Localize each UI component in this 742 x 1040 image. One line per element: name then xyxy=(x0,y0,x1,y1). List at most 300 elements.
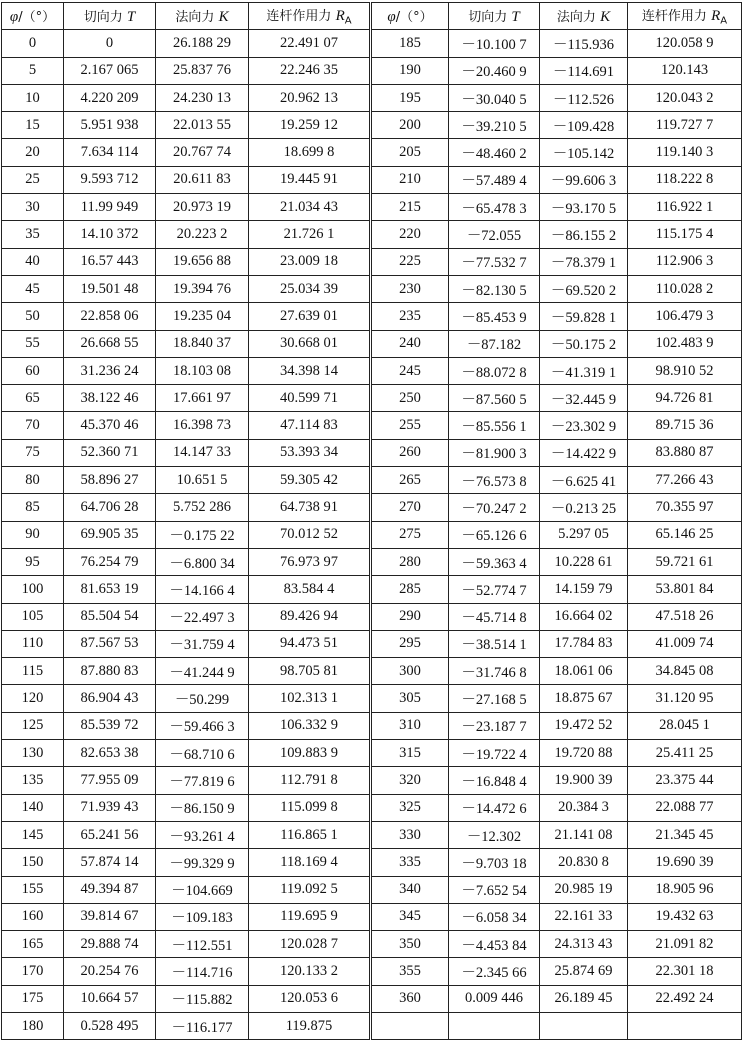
angle-cell-2: 235 xyxy=(371,303,449,330)
rod-force-cell-2: 21.345 45 xyxy=(628,821,742,848)
angle-cell-2: 300 xyxy=(371,658,449,685)
normal-cell: －31.759 4 xyxy=(156,630,249,657)
rod-force-cell-2: 94.726 81 xyxy=(628,385,742,412)
tangential-cell-2: －19.722 4 xyxy=(449,740,540,767)
table-row xyxy=(2,931,742,958)
tangential-cell-2: －87.560 5 xyxy=(449,385,540,412)
rod-force-cell: 19.259 12 xyxy=(249,112,371,139)
rod-force-cell: 102.313 1 xyxy=(249,685,371,712)
tangential-cell: 4.220 209 xyxy=(64,84,156,111)
angle-cell: 5 xyxy=(2,57,64,84)
tangential-cell-2: －57.489 4 xyxy=(449,166,540,193)
rod-force-cell: 53.393 34 xyxy=(249,439,371,466)
normal-cell: －112.551 xyxy=(156,931,249,958)
angle-cell: 40 xyxy=(2,248,64,275)
rod-force-cell-2: 110.028 2 xyxy=(628,275,742,302)
angle-cell: 125 xyxy=(2,712,64,739)
rod-force-cell: 94.473 51 xyxy=(249,630,371,657)
rod-force-cell-2: 31.120 95 xyxy=(628,685,742,712)
rod-force-cell-2: 98.910 52 xyxy=(628,357,742,384)
tangential-cell-2: －4.453 84 xyxy=(449,931,540,958)
rod-force-cell: 34.398 14 xyxy=(249,357,371,384)
angle-cell-2: 195 xyxy=(371,84,449,111)
rod-force-cell-2: 19.690 39 xyxy=(628,849,742,876)
angle-cell-2: 205 xyxy=(371,139,449,166)
rod-force-cell-2: 89.715 36 xyxy=(628,412,742,439)
tangential-cell: 29.888 74 xyxy=(64,931,156,958)
tangential-cell: 10.664 57 xyxy=(64,985,156,1012)
angle-cell: 20 xyxy=(2,139,64,166)
tangential-cell: 16.57 443 xyxy=(64,248,156,275)
normal-cell-2: －0.213 25 xyxy=(540,494,628,521)
normal-cell-2: －78.379 1 xyxy=(540,248,628,275)
table-row xyxy=(2,767,742,794)
table-header-row xyxy=(2,3,742,30)
tangential-cell: 85.504 54 xyxy=(64,603,156,630)
rod-force-cell: 70.012 52 xyxy=(249,521,371,548)
rod-force-cell: 20.962 13 xyxy=(249,84,371,111)
rod-force-cell: 23.009 18 xyxy=(249,248,371,275)
table-row xyxy=(2,849,742,876)
normal-cell: －104.669 xyxy=(156,876,249,903)
table-row xyxy=(2,521,742,548)
angle-cell-2: 265 xyxy=(371,467,449,494)
angle-cell: 110 xyxy=(2,630,64,657)
rod-force-cell: 22.246 35 xyxy=(249,57,371,84)
tangential-cell-2: －31.746 8 xyxy=(449,658,540,685)
tangential-cell: 65.241 56 xyxy=(64,821,156,848)
angle-cell: 65 xyxy=(2,385,64,412)
tangential-cell-2: －14.472 6 xyxy=(449,794,540,821)
rod-force-cell-2: 23.375 44 xyxy=(628,767,742,794)
tangential-cell-2: －81.900 3 xyxy=(449,439,540,466)
tangential-cell: 64.706 28 xyxy=(64,494,156,521)
angle-cell-2: 210 xyxy=(371,166,449,193)
rod-force-cell-2: 106.479 3 xyxy=(628,303,742,330)
normal-cell: 19.394 76 xyxy=(156,275,249,302)
angle-cell: 90 xyxy=(2,521,64,548)
angle-cell: 100 xyxy=(2,576,64,603)
normal-cell-2: －86.155 2 xyxy=(540,221,628,248)
rod-force-cell-2: 25.411 25 xyxy=(628,740,742,767)
rod-force-cell: 119.695 9 xyxy=(249,903,371,930)
rod-force-cell: 120.053 6 xyxy=(249,985,371,1012)
table-row xyxy=(2,357,742,384)
tangential-cell: 87.567 53 xyxy=(64,630,156,657)
table-row xyxy=(2,740,742,767)
tangential-cell: 82.653 38 xyxy=(64,740,156,767)
tangential-cell-2: －85.453 9 xyxy=(449,303,540,330)
angle-cell-2: 280 xyxy=(371,548,449,575)
table-row xyxy=(2,221,742,248)
col-header-rod-force: 连杆作用力 $R_A$ xyxy=(249,3,371,30)
tangential-cell: 52.360 71 xyxy=(64,439,156,466)
angle-cell: 55 xyxy=(2,330,64,357)
tangential-cell-2: －48.460 2 xyxy=(449,139,540,166)
normal-cell-2: 24.313 43 xyxy=(540,931,628,958)
table-row xyxy=(2,603,742,630)
angle-cell: 35 xyxy=(2,221,64,248)
normal-cell-2: －23.302 9 xyxy=(540,412,628,439)
rod-force-cell: 118.169 4 xyxy=(249,849,371,876)
rod-force-cell-2: 47.518 26 xyxy=(628,603,742,630)
angle-cell-2: 315 xyxy=(371,740,449,767)
tangential-cell: 2.167 065 xyxy=(64,57,156,84)
angle-cell-2: 330 xyxy=(371,821,449,848)
rod-force-cell-2: 21.091 82 xyxy=(628,931,742,958)
table-row xyxy=(2,30,742,57)
angle-cell-2: 295 xyxy=(371,630,449,657)
normal-cell-2: 20.384 3 xyxy=(540,794,628,821)
tangential-cell: 0 xyxy=(64,30,156,57)
table-row xyxy=(2,548,742,575)
tangential-cell: 87.880 83 xyxy=(64,658,156,685)
normal-cell: －0.175 22 xyxy=(156,521,249,548)
angle-cell-2: 240 xyxy=(371,330,449,357)
angle-cell: 70 xyxy=(2,412,64,439)
rod-force-cell: 115.099 8 xyxy=(249,794,371,821)
tangential-cell-2: －10.100 7 xyxy=(449,30,540,57)
angle-cell-2: 225 xyxy=(371,248,449,275)
rod-force-cell: 120.028 7 xyxy=(249,931,371,958)
tangential-cell: 22.858 06 xyxy=(64,303,156,330)
angle-cell: 60 xyxy=(2,357,64,384)
tangential-cell-2: －27.168 5 xyxy=(449,685,540,712)
rod-force-cell-2: 22.088 77 xyxy=(628,794,742,821)
col-header-phi: φ/（°） xyxy=(2,3,64,30)
rod-force-cell: 30.668 01 xyxy=(249,330,371,357)
table-row xyxy=(2,412,742,439)
tangential-cell: 20.254 76 xyxy=(64,958,156,985)
normal-cell: 20.611 83 xyxy=(156,166,249,193)
normal-cell-2 xyxy=(540,1012,628,1039)
normal-cell-2: －32.445 9 xyxy=(540,385,628,412)
normal-cell-2: 18.875 67 xyxy=(540,685,628,712)
normal-cell: －114.716 xyxy=(156,958,249,985)
normal-cell: －86.150 9 xyxy=(156,794,249,821)
table-row xyxy=(2,166,742,193)
normal-cell-2: 10.228 61 xyxy=(540,548,628,575)
angle-cell: 15 xyxy=(2,112,64,139)
table-body xyxy=(2,30,742,1040)
tangential-cell-2 xyxy=(449,1012,540,1039)
normal-cell-2: －6.625 41 xyxy=(540,467,628,494)
tangential-cell-2: －52.774 7 xyxy=(449,576,540,603)
rod-force-cell-2: 59.721 61 xyxy=(628,548,742,575)
rod-force-cell: 64.738 91 xyxy=(249,494,371,521)
rod-force-cell-2: 83.880 87 xyxy=(628,439,742,466)
col-header-rod-force-2: 连杆作用力 $R_A$ xyxy=(628,3,742,30)
normal-cell: 19.235 04 xyxy=(156,303,249,330)
rod-force-cell: 18.699 8 xyxy=(249,139,371,166)
normal-cell-2: 19.900 39 xyxy=(540,767,628,794)
tangential-cell-2: －7.652 54 xyxy=(449,876,540,903)
normal-cell: 22.013 55 xyxy=(156,112,249,139)
table-row xyxy=(2,248,742,275)
table-row xyxy=(2,658,742,685)
angle-cell-2: 310 xyxy=(371,712,449,739)
angle-cell: 165 xyxy=(2,931,64,958)
normal-cell: 18.840 37 xyxy=(156,330,249,357)
rod-force-cell: 47.114 83 xyxy=(249,412,371,439)
angle-cell: 95 xyxy=(2,548,64,575)
rod-force-cell-2: 119.140 3 xyxy=(628,139,742,166)
col-header-tangential: 切向力 T xyxy=(64,3,156,30)
tangential-cell-2: 0.009 446 xyxy=(449,985,540,1012)
normal-cell: 19.656 88 xyxy=(156,248,249,275)
tangential-cell: 19.501 48 xyxy=(64,275,156,302)
tangential-cell: 7.634 114 xyxy=(64,139,156,166)
rod-force-cell: 119.092 5 xyxy=(249,876,371,903)
rod-force-cell-2: 120.143 xyxy=(628,57,742,84)
normal-cell: 5.752 286 xyxy=(156,494,249,521)
tangential-cell-2: －38.514 1 xyxy=(449,630,540,657)
rod-force-cell: 21.726 1 xyxy=(249,221,371,248)
tangential-cell: 26.668 55 xyxy=(64,330,156,357)
normal-cell: 20.973 19 xyxy=(156,194,249,221)
normal-cell: 25.837 76 xyxy=(156,57,249,84)
table-row xyxy=(2,467,742,494)
rod-force-cell-2: 120.043 2 xyxy=(628,84,742,111)
tangential-cell: 45.370 46 xyxy=(64,412,156,439)
normal-cell: 10.651 5 xyxy=(156,467,249,494)
angle-cell: 135 xyxy=(2,767,64,794)
rod-force-cell: 116.865 1 xyxy=(249,821,371,848)
normal-cell-2: 19.720 88 xyxy=(540,740,628,767)
tangential-cell-2: －20.460 9 xyxy=(449,57,540,84)
angle-cell: 155 xyxy=(2,876,64,903)
rod-force-cell-2: 116.922 1 xyxy=(628,194,742,221)
rod-force-cell: 112.791 8 xyxy=(249,767,371,794)
normal-cell-2: －114.691 xyxy=(540,57,628,84)
tangential-cell-2: －85.556 1 xyxy=(449,412,540,439)
angle-cell-2: 220 xyxy=(371,221,449,248)
normal-cell-2: 26.189 45 xyxy=(540,985,628,1012)
angle-cell-2: 285 xyxy=(371,576,449,603)
force-table xyxy=(1,2,742,1040)
normal-cell: －6.800 34 xyxy=(156,548,249,575)
tangential-cell: 86.904 43 xyxy=(64,685,156,712)
rod-force-cell: 76.973 97 xyxy=(249,548,371,575)
tangential-cell: 81.653 19 xyxy=(64,576,156,603)
angle-cell: 130 xyxy=(2,740,64,767)
rod-force-cell-2: 112.906 3 xyxy=(628,248,742,275)
tangential-cell: 14.10 372 xyxy=(64,221,156,248)
table-row xyxy=(2,958,742,985)
normal-cell-2: 20.830 8 xyxy=(540,849,628,876)
col-header-normal-2: 法向力 K xyxy=(540,3,628,30)
tangential-cell: 9.593 712 xyxy=(64,166,156,193)
table-row xyxy=(2,712,742,739)
tangential-cell-2: －23.187 7 xyxy=(449,712,540,739)
angle-cell: 120 xyxy=(2,685,64,712)
tangential-cell-2: －87.182 xyxy=(449,330,540,357)
angle-cell-2: 335 xyxy=(371,849,449,876)
rod-force-cell-2: 34.845 08 xyxy=(628,658,742,685)
table-row xyxy=(2,903,742,930)
angle-cell: 85 xyxy=(2,494,64,521)
normal-cell-2: 22.161 33 xyxy=(540,903,628,930)
rod-force-cell-2: 41.009 74 xyxy=(628,630,742,657)
tangential-cell: 76.254 79 xyxy=(64,548,156,575)
rod-force-cell-2: 22.492 24 xyxy=(628,985,742,1012)
tangential-cell-2: －65.478 3 xyxy=(449,194,540,221)
table-row xyxy=(2,194,742,221)
angle-cell: 160 xyxy=(2,903,64,930)
normal-cell-2: 17.784 83 xyxy=(540,630,628,657)
normal-cell: 20.767 74 xyxy=(156,139,249,166)
angle-cell-2: 230 xyxy=(371,275,449,302)
rod-force-cell: 59.305 42 xyxy=(249,467,371,494)
tangential-cell-2: －76.573 8 xyxy=(449,467,540,494)
angle-cell: 105 xyxy=(2,603,64,630)
tangential-cell-2: －16.848 4 xyxy=(449,767,540,794)
tangential-cell-2: －72.055 xyxy=(449,221,540,248)
tangential-cell: 11.99 949 xyxy=(64,194,156,221)
normal-cell: －14.166 4 xyxy=(156,576,249,603)
tangential-cell-2: －9.703 18 xyxy=(449,849,540,876)
table-row xyxy=(2,794,742,821)
rod-force-cell: 98.705 81 xyxy=(249,658,371,685)
tangential-cell: 31.236 24 xyxy=(64,357,156,384)
table-row xyxy=(2,630,742,657)
col-header-normal: 法向力 K xyxy=(156,3,249,30)
normal-cell-2: 16.664 02 xyxy=(540,603,628,630)
normal-cell: －22.497 3 xyxy=(156,603,249,630)
tangential-cell-2: －70.247 2 xyxy=(449,494,540,521)
rod-force-cell: 40.599 71 xyxy=(249,385,371,412)
normal-cell: 18.103 08 xyxy=(156,357,249,384)
tangential-cell: 71.939 43 xyxy=(64,794,156,821)
tangential-cell-2: －65.126 6 xyxy=(449,521,540,548)
angle-cell-2: 200 xyxy=(371,112,449,139)
normal-cell-2: －69.520 2 xyxy=(540,275,628,302)
angle-cell-2: 250 xyxy=(371,385,449,412)
rod-force-cell: 120.133 2 xyxy=(249,958,371,985)
table-row xyxy=(2,985,742,1012)
table-row xyxy=(2,876,742,903)
normal-cell: －50.299 xyxy=(156,685,249,712)
normal-cell-2: －105.142 xyxy=(540,139,628,166)
rod-force-cell-2 xyxy=(628,1012,742,1039)
rod-force-cell: 21.034 43 xyxy=(249,194,371,221)
rod-force-cell: 119.875 xyxy=(249,1012,371,1039)
table-row xyxy=(2,57,742,84)
normal-cell-2: －59.828 1 xyxy=(540,303,628,330)
normal-cell-2: －112.526 xyxy=(540,84,628,111)
normal-cell-2: 20.985 19 xyxy=(540,876,628,903)
table-row xyxy=(2,685,742,712)
tangential-cell-2: －6.058 34 xyxy=(449,903,540,930)
tangential-cell: 77.955 09 xyxy=(64,767,156,794)
angle-cell: 80 xyxy=(2,467,64,494)
table-row xyxy=(2,576,742,603)
tangential-cell: 57.874 14 xyxy=(64,849,156,876)
rod-force-cell: 83.584 4 xyxy=(249,576,371,603)
angle-cell: 140 xyxy=(2,794,64,821)
normal-cell: －109.183 xyxy=(156,903,249,930)
angle-cell: 75 xyxy=(2,439,64,466)
angle-cell-2: 355 xyxy=(371,958,449,985)
rod-force-cell-2: 65.146 25 xyxy=(628,521,742,548)
normal-cell: －41.244 9 xyxy=(156,658,249,685)
angle-cell-2: 185 xyxy=(371,30,449,57)
angle-cell-2: 320 xyxy=(371,767,449,794)
col-header-phi-2: φ/（°） xyxy=(371,3,449,30)
rod-force-cell-2: 120.058 9 xyxy=(628,30,742,57)
rod-force-cell-2: 70.355 97 xyxy=(628,494,742,521)
table-row xyxy=(2,139,742,166)
angle-cell: 0 xyxy=(2,30,64,57)
tangential-cell: 58.896 27 xyxy=(64,467,156,494)
normal-cell-2: －115.936 xyxy=(540,30,628,57)
normal-cell-2: －41.319 1 xyxy=(540,357,628,384)
rod-force-cell: 106.332 9 xyxy=(249,712,371,739)
rod-force-cell-2: 118.222 8 xyxy=(628,166,742,193)
angle-cell: 50 xyxy=(2,303,64,330)
angle-cell-2: 270 xyxy=(371,494,449,521)
angle-cell: 10 xyxy=(2,84,64,111)
tangential-cell: 49.394 87 xyxy=(64,876,156,903)
angle-cell: 45 xyxy=(2,275,64,302)
tangential-cell-2: －82.130 5 xyxy=(449,275,540,302)
table-row xyxy=(2,385,742,412)
normal-cell-2: －93.170 5 xyxy=(540,194,628,221)
angle-cell-2: 325 xyxy=(371,794,449,821)
tangential-cell: 39.814 67 xyxy=(64,903,156,930)
angle-cell-2: 275 xyxy=(371,521,449,548)
rod-force-cell-2: 19.432 63 xyxy=(628,903,742,930)
rod-force-cell: 22.491 07 xyxy=(249,30,371,57)
normal-cell-2: 19.472 52 xyxy=(540,712,628,739)
angle-cell-2: 350 xyxy=(371,931,449,958)
table-row xyxy=(2,1012,742,1039)
angle-cell-2: 260 xyxy=(371,439,449,466)
tangential-cell-2: －59.363 4 xyxy=(449,548,540,575)
rod-force-cell-2: 119.727 7 xyxy=(628,112,742,139)
angle-cell-2: 245 xyxy=(371,357,449,384)
tangential-cell-2: －30.040 5 xyxy=(449,84,540,111)
angle-cell: 180 xyxy=(2,1012,64,1039)
normal-cell: 26.188 29 xyxy=(156,30,249,57)
rod-force-cell: 109.883 9 xyxy=(249,740,371,767)
tangential-cell-2: －45.714 8 xyxy=(449,603,540,630)
normal-cell: －93.261 4 xyxy=(156,821,249,848)
angle-cell-2: 190 xyxy=(371,57,449,84)
angle-cell-2: 255 xyxy=(371,412,449,439)
table-row xyxy=(2,303,742,330)
normal-cell: 20.223 2 xyxy=(156,221,249,248)
tangential-cell-2: －39.210 5 xyxy=(449,112,540,139)
rod-force-cell: 25.034 39 xyxy=(249,275,371,302)
angle-cell: 115 xyxy=(2,658,64,685)
normal-cell: －115.882 xyxy=(156,985,249,1012)
tangential-cell-2: －12.302 xyxy=(449,821,540,848)
angle-cell-2: 360 xyxy=(371,985,449,1012)
normal-cell-2: 18.061 06 xyxy=(540,658,628,685)
angle-cell: 150 xyxy=(2,849,64,876)
normal-cell-2: 21.141 08 xyxy=(540,821,628,848)
table-row xyxy=(2,330,742,357)
rod-force-cell-2: 53.801 84 xyxy=(628,576,742,603)
normal-cell: 24.230 13 xyxy=(156,84,249,111)
angle-cell-2 xyxy=(371,1012,449,1039)
table-row xyxy=(2,494,742,521)
rod-force-cell-2: 22.301 18 xyxy=(628,958,742,985)
normal-cell: －59.466 3 xyxy=(156,712,249,739)
rod-force-cell: 89.426 94 xyxy=(249,603,371,630)
normal-cell: －77.819 6 xyxy=(156,767,249,794)
